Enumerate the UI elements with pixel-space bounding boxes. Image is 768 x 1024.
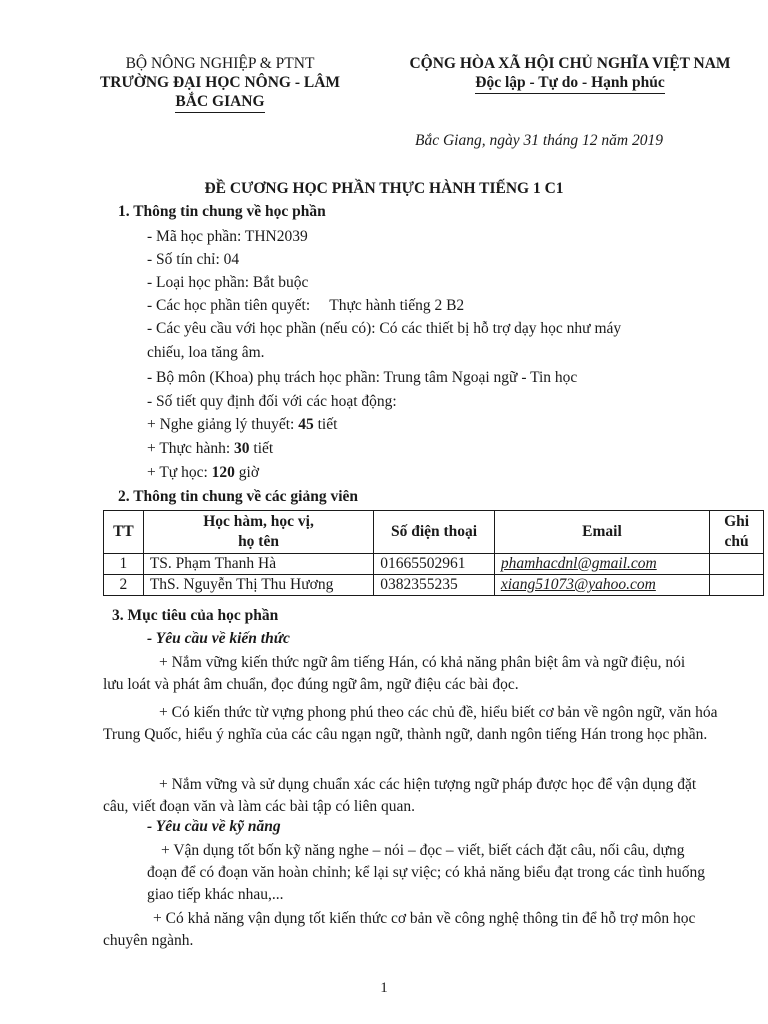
row-tt: 1 [104, 554, 144, 575]
hours-intro: - Số tiết quy định đối với các hoạt động: [147, 393, 397, 410]
col-phone: Số điện thoại [374, 511, 495, 554]
course-type: - Loại học phần: Bắt buộc [147, 274, 309, 291]
section1-heading: 1. Thông tin chung về học phần [118, 203, 326, 220]
row-note [710, 554, 764, 575]
skills-paragraph-1: + Vận dụng tốt bốn kỹ năng nghe – nói – đọc – viết, biết cách đặt câu, nối câu, dựng đoạn để có đoạn văn hoàn chỉnh; kể lại sự việc; có khả năng biểu đạt trong các tình huống giao tiếp khác nhau,... [147, 842, 706, 903]
department: - Bộ môn (Khoa) phụ trách học phần: Trung tâm Ngoại ngữ - Tin học [147, 369, 578, 386]
requirements: - Các yêu cầu với học phần (nếu có): Có các thiết bị hỗ trợ dạy học như máy [147, 320, 622, 337]
row-phone: 01665502961 [374, 554, 495, 575]
hours-practice: + Thực hành: 30 tiết [147, 440, 274, 457]
row-phone: 0382355235 [374, 575, 495, 596]
col-name: Học hàm, học vị, họ tên [143, 511, 373, 554]
table-row [104, 554, 764, 575]
national-motto: Độc lập - Tự do - Hạnh phúc [475, 73, 664, 94]
knowledge-paragraph-2: + Có kiến thức từ vựng phong phú theo các chủ đề, hiểu biết cơ bản về ngôn ngữ, văn hóa Trung Quốc, hiểu ý nghĩa của các câu ngạn ngữ, thành ngữ, danh ngôn tiếng Hán trong học phần. [103, 704, 718, 743]
hours-theory: + Nghe giảng lý thuyết: 45 tiết [147, 416, 338, 433]
credits: - Số tín chỉ: 04 [147, 251, 240, 268]
email-link[interactable]: xiang51073@yahoo.com [500, 576, 656, 593]
section3-heading: 3. Mục tiêu của học phần [112, 607, 279, 624]
university-name: TRƯỜNG ĐẠI HỌC NÔNG - LÂM [99, 74, 341, 91]
row-tt: 2 [104, 575, 144, 596]
header-left [80, 54, 360, 113]
table-row [104, 575, 764, 596]
prerequisites: - Các học phần tiên quyết: Thực hành tiếng 2 B2 [147, 297, 465, 314]
skills-paragraph-2: + Có khả năng vận dụng tốt kiến thức cơ bản về công nghệ thông tin để hỗ trợ môn học chuyên ngành. [103, 910, 696, 949]
knowledge-paragraph-3: + Nắm vững và sử dụng chuẩn xác các hiện tượng ngữ pháp được học để vận dụng đặt câu, viết đoạn văn và làm các bài tập có liên quan. [103, 776, 697, 815]
col-email: Email [494, 511, 709, 554]
document-date: Bắc Giang, ngày 31 tháng 12 năm 2019 [415, 132, 663, 149]
row-email [494, 575, 709, 596]
skills-heading: - Yêu cầu về kỹ năng [147, 818, 281, 835]
row-note [710, 575, 764, 596]
ministry-name: BỘ NÔNG NGHIỆP & PTNT [125, 55, 315, 72]
row-name: ThS. Nguyễn Thị Thu Hương [143, 575, 373, 596]
lecturer-table [103, 510, 764, 596]
country-name: CỘNG HÒA XÃ HỘI CHỦ NGHĨA VIỆT NAM [409, 55, 731, 72]
page-number: 1 [380, 980, 388, 996]
header-right [382, 54, 758, 94]
row-name: TS. Phạm Thanh Hà [143, 554, 373, 575]
col-tt: TT [104, 511, 144, 554]
col-note: Ghi chú [710, 511, 764, 554]
email-link[interactable]: phamhacdnl@gmail.com [500, 555, 657, 572]
row-email [494, 554, 709, 575]
section2-heading: 2. Thông tin chung về các giảng viên [118, 488, 359, 505]
document-title: ĐỀ CƯƠNG HỌC PHẦN THỰC HÀNH TIẾNG 1 C1 [204, 180, 564, 197]
table-header-row [104, 511, 764, 554]
requirements-cont: chiếu, loa tăng âm. [147, 344, 265, 361]
knowledge-heading: - Yêu cầu về kiến thức [147, 630, 290, 647]
knowledge-paragraph-1: + Nắm vững kiến thức ngữ âm tiếng Hán, có khả năng phân biệt âm và ngữ điệu, nói lưu loát và phát âm chuẩn, đọc đúng ngữ âm, ngữ điệu các bài đọc. [103, 654, 686, 693]
university-location: BẮC GIANG [175, 92, 264, 113]
hours-selfstudy: + Tự học: 120 giờ [147, 464, 260, 481]
course-code: - Mã học phần: THN2039 [147, 228, 308, 245]
